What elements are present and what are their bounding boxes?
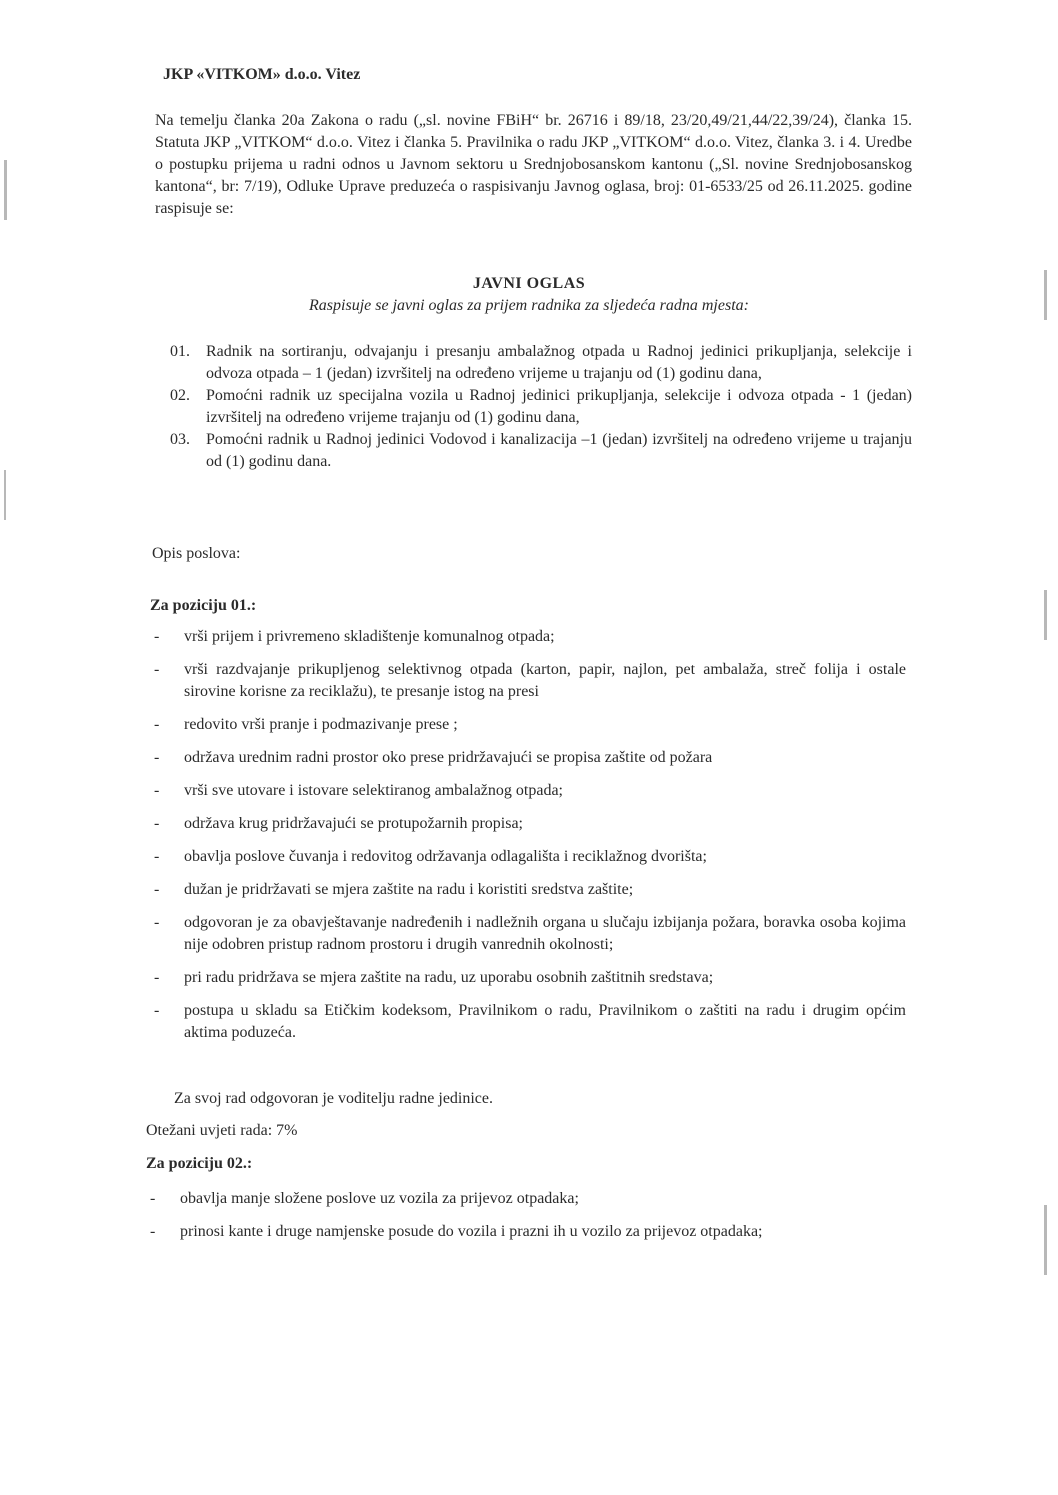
company-heading: JKP «VITKOM» d.o.o. Vitez — [163, 66, 361, 83]
bullet-dash: - — [154, 815, 160, 832]
position-item — [170, 385, 912, 429]
duty-text: redovito vrši pranje i podmazivanje prese ; — [184, 716, 458, 733]
position-number: 01. — [170, 343, 190, 360]
duty-item — [150, 1221, 902, 1243]
position-item — [170, 429, 912, 473]
duty-text: održava urednim radni prostor oko prese pridržavajući se propisa zaštite od požara — [184, 749, 713, 766]
duty-item — [154, 813, 906, 835]
position-number: 03. — [170, 431, 190, 448]
duty-text: vrši prijem i privremeno skladištenje komunalnog otpada; — [184, 628, 555, 645]
bullet-dash: - — [150, 1223, 156, 1240]
bullet-dash: - — [154, 661, 160, 678]
duty-item — [154, 747, 906, 769]
work-conditions-note: Otežani uvjeti rada: 7% — [146, 1122, 298, 1139]
scan-mark-left-1 — [4, 160, 7, 220]
bullet-dash: - — [154, 848, 160, 865]
bullet-dash: - — [154, 749, 160, 766]
scan-mark-left-2 — [4, 470, 6, 520]
description-label: Opis poslova: — [152, 545, 241, 562]
bullet-dash: - — [154, 914, 160, 931]
duty-text: dužan je pridržavati se mjera zaštite na radu i koristiti sredstva zaštite; — [184, 881, 634, 898]
bullet-dash: - — [154, 716, 160, 733]
position-1-duties — [154, 626, 906, 1055]
position-item — [170, 341, 912, 385]
position-number: 02. — [170, 387, 190, 404]
position-1-label: Za poziciju 01.: — [150, 597, 257, 614]
duty-item — [154, 1000, 906, 1044]
position-text: Pomoćni radnik u Radnoj jedinici Vodovod i kanalizacija –1 (jedan) izvršitelj na određeno vrijeme u trajanju od (1) godinu dana. — [206, 431, 912, 470]
document-subtitle: Raspisuje se javni oglas za prijem radnika za sljedeća radna mjesta: — [309, 297, 749, 314]
bullet-dash: - — [150, 1190, 156, 1207]
duty-text: obavlja poslove čuvanja i redovitog održavanja odlagališta i reciklažnog dvorišta; — [184, 848, 707, 865]
duty-text: obavlja manje složene poslove uz vozila za prijevoz otpadaka; — [180, 1190, 579, 1207]
bullet-dash: - — [154, 782, 160, 799]
duty-text: postupa u skladu sa Etičkim kodeksom, Pravilnikom o radu, Pravilnikom o zaštiti na radu i drugim općim aktima poduzeća. — [184, 1002, 906, 1041]
bullet-dash: - — [154, 1002, 160, 1019]
duty-text: održava krug pridržavajući se protupožarnih propisa; — [184, 815, 523, 832]
bullet-dash: - — [154, 969, 160, 986]
scan-mark-right-2 — [1044, 590, 1047, 640]
duty-item — [154, 912, 906, 956]
position-text: Pomoćni radnik uz specijalna vozila u Radnoj jedinici prikupljanja, selekcije i odvoza otpada - 1 (jedan) izvršitelj na određeno vrijeme trajanju od (1) godinu dana, — [206, 387, 912, 426]
duty-item — [154, 846, 906, 868]
bullet-dash: - — [154, 881, 160, 898]
duty-item — [154, 626, 906, 648]
duty-text: prinosi kante i druge namjenske posude do vozila i prazni ih u vozilo za prijevoz otpadaka; — [180, 1223, 763, 1240]
position-2-duties — [150, 1188, 902, 1254]
duty-item — [154, 714, 906, 736]
duty-text: vrši sve utovare i istovare selektiranog ambalažnog otpada; — [184, 782, 563, 799]
position-text: Radnik na sortiranju, odvajanju i presanju ambalažnog otpada u Radnoj jedinici prikupljanja, selekcije i odvoza otpada – 1 (jedan) izvršitelj na određeno vrijeme u trajanju od (1) godinu dana, — [206, 343, 912, 382]
responsibility-note: Za svoj rad odgovoran je voditelju radne jedinice. — [174, 1090, 494, 1107]
duty-item — [150, 1188, 902, 1210]
position-2-label: Za poziciju 02.: — [146, 1155, 253, 1172]
intro-paragraph: Na temelju članka 20a Zakona o radu („sl. novine FBiH“ br. 26716 i 89/18, 23/20,49/21,44/22,39/24), članka 15. Statuta JKP „VITKOM“ d.o.o. Vitez i članka 5. Pravilnika o radu JKP „VITKOM“ d.o.o. Vitez, članka 3. i 4. Uredbe o postupku prijema u radni odnos u Javnom sektoru u Srednjobosanskom kantonu („Sl. novine Srednjobosanskog kantona“, br: 7/19), Odluke Uprave preduzeća o raspisivanju Javnog oglasa, broj: 01-6533/25 od 26.11.2025. godine raspisuje se: — [155, 112, 912, 217]
bullet-dash: - — [154, 628, 160, 645]
duty-item — [154, 659, 906, 703]
duty-item — [154, 967, 906, 989]
duty-text: vrši razdvajanje prikupljenog selektivnog otpada (karton, papir, najlon, pet ambalaža, streč folija i ostale sirovine korisne za reciklažu), te presanje istog na presi — [184, 661, 906, 700]
duty-text: pri radu pridržava se mjera zaštite na radu, uz uporabu osobnih zaštitnih sredstava; — [184, 969, 714, 986]
duty-text: odgovoran je za obavještavanje nadređenih i nadležnih organa u slučaju izbijanja požara, boravka osoba kojima nije odobren pristup radnom prostoru i drugih vanrednih okolnosti; — [184, 914, 906, 953]
scan-mark-right-3 — [1044, 1205, 1047, 1275]
duty-item — [154, 879, 906, 901]
document-title: JAVNI OGLAS — [472, 275, 586, 292]
positions-list — [170, 341, 912, 473]
duty-item — [154, 780, 906, 802]
